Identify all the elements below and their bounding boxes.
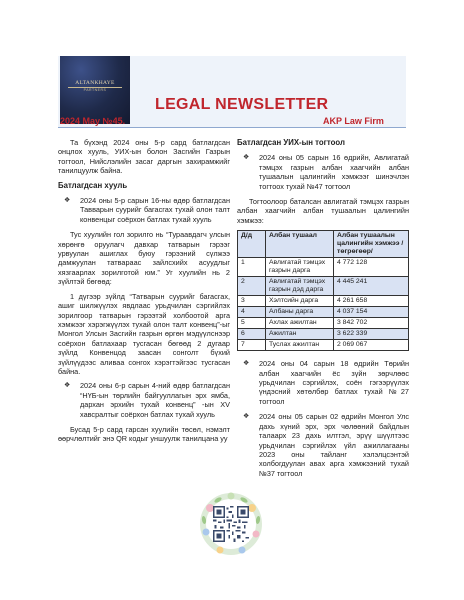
logo-text: ALTANKHAYE — [75, 80, 115, 86]
table-row — [238, 277, 409, 296]
table-intro: Тогтоолоор баталсан авлигатай тэмцэх газрын албан хаагчийн албан тушаалын цалингийн хэмжээ: — [237, 197, 409, 225]
table-row — [238, 307, 409, 318]
logo-subtext: PARTNERS — [83, 88, 107, 92]
law-paragraph: Тус хуулийн гол зорилго нь “Тураавдагч улсын хөрөнгө оруулагч давхар татварын гэрээг урвуулан ашиглах буюу гэрээний сүлжээ дамжуулан татвараас зайлсхийх асуудлыг хязгаарлах зорилготой юм.” Уг хуулийн нь 2 зүйлтэй бөгөөд: — [58, 230, 230, 287]
bullet-item — [58, 196, 230, 224]
bullet-text: 2024 оны 5-р сарын 16-ны өдөр батлагдсан Тавварын суурийг багасгах тухай олон талт конвенцыг соёрхон батлах тухай хууль — [80, 196, 230, 224]
table-cell: 2 — [238, 277, 266, 296]
bullet-item — [58, 381, 230, 419]
diamond-bullet-icon: ❖ — [64, 382, 71, 390]
table-cell: 3 842 702 — [334, 318, 409, 329]
table-cell: 4 — [238, 307, 266, 318]
table-cell: 6 — [238, 329, 266, 340]
table-cell: 2 069 067 — [334, 340, 409, 351]
newsletter-title: LEGAL NEWSLETTER — [155, 96, 329, 113]
bullet-item — [237, 359, 409, 406]
table-cell: Туслах ажилтан — [266, 340, 334, 351]
section-title-resolutions: Батлагдсан УИХ-ын тогтоол — [237, 138, 345, 147]
qr-code-block[interactable] — [196, 486, 266, 558]
left-column — [58, 138, 230, 449]
table-cell: 5 — [238, 318, 266, 329]
bullet-item — [237, 412, 409, 478]
firm-logo — [60, 56, 130, 124]
table-cell: Ахлах ажилтан — [266, 318, 334, 329]
intro-paragraph: Та бүхэнд 2024 оны 5-р сард батлагдсан онцлох хууль, УИХ-ын болон Засгийн Газрын тогтоол, Нийслэлийн засаг даргын захирамжийг танилцуулж байна. — [58, 138, 230, 176]
table-cell: Хэлтсийн дарга — [266, 296, 334, 307]
table-cell: 4 261 658 — [334, 296, 409, 307]
law-paragraph: 1 дүгээр зүйлд “Татварын суурийг багасгах, ашиг шилжүүлэх явдлаас урьдчилан сэргийлэх зорилгоор татварын гэрээтэй холбоотой арга хэмжээг хэрэгжүүлэх тухай олон талт конвенц”-ыг Монгол Улсын Засгийн газрын өргөн мэдүүлснээр соёрхон батлахаар тусгасан бөгөөд 2 дугаар зүйлд Конвенцод заасан сонголт бүхий зүйлүүдээс аливаа сонгох хэрэгтэйгээс тусгасан байна. — [58, 291, 230, 376]
table-cell: Ажилтан — [266, 329, 334, 340]
table-cell: Авлигатай тэмцэх газрын дарга — [266, 258, 334, 277]
table-header: Д/д — [238, 231, 266, 258]
table-cell: Авлигатай тэмцэх газрын дэд дарга — [266, 277, 334, 296]
diamond-bullet-icon: ❖ — [64, 197, 71, 205]
firm-name: AKP Law Firm — [323, 116, 384, 126]
table-header: Албан тушаал — [266, 231, 334, 258]
diamond-bullet-icon: ❖ — [243, 413, 250, 421]
table-row — [238, 340, 409, 351]
table-cell: 3 — [238, 296, 266, 307]
salary-table — [237, 230, 409, 351]
bullet-text: 2024 оны 04 сарын 18 өдрийн Төрийн албан хаагчийн ёс зүйн зөрчлөөс урьдчилан сэргийлэх, соён гэгээрүүлэх үндэсний хөтөлбөр батлах тухай №27 тогтоол — [259, 359, 409, 406]
table-cell: 1 — [238, 258, 266, 277]
qr-code-icon[interactable] — [213, 506, 249, 542]
diamond-bullet-icon: ❖ — [243, 154, 250, 162]
bullet-text: 2024 оны 6-р сарын 4-ний өдөр батлагдсан “НҮБ-ын төрлийн байгууллагын эрх ямба, дархан эрхийн тухай конвенц” -ын XV хавсралтыг соёрхон батлах тухай хууль — [80, 381, 230, 419]
table-cell: 4 772 128 — [334, 258, 409, 277]
bullet-text: 2024 оны 05 сарын 16 өдрийн, Авлигатай тэмцэх газрын албан хаагчийн албан тушаалын цалингийн хэмжээг шинэчлэн тогтоох тухай №47 тогтоол — [259, 153, 409, 191]
table-row — [238, 296, 409, 307]
bullet-text: 2024 оны 05 сарын 02 өдрийн Монгол Улс дахь хүний эрх, эрх чөлөөний байдлын талаарх 23 дахь илтгэл, эрүү шүүлтээс урьдчилан сэргийлэх үйл ажиллагааны 2023 оны тайланг хэлэлцсэнтэй холбогдуулан авах арга хэмжээний тухай №37 тогтоол — [259, 412, 409, 478]
table-row — [238, 258, 409, 277]
issue-label: 2024 May №45. — [60, 116, 126, 126]
table-header-row — [238, 231, 409, 258]
bullet-item — [237, 153, 409, 191]
table-cell: 4 037 154 — [334, 307, 409, 318]
table-cell: 4 445 241 — [334, 277, 409, 296]
section-title-laws: Батлагдсан хууль — [58, 180, 128, 190]
table-row — [238, 318, 409, 329]
qr-note: Бусад 5-р сард гарсан хуулийн төсөл, нэмэлт өөрчлөлтийг энэ QR кодыг уншуулж танилцана уу — [58, 424, 230, 444]
diamond-bullet-icon: ❖ — [243, 360, 250, 368]
table-cell: 7 — [238, 340, 266, 351]
right-column — [237, 138, 409, 484]
table-row — [238, 329, 409, 340]
table-cell: 3 622 339 — [334, 329, 409, 340]
table-header: Албан тушаалын цалингийн хэмжээ /төгрөгөөр/ — [334, 231, 409, 258]
table-cell: Албаны дарга — [266, 307, 334, 318]
